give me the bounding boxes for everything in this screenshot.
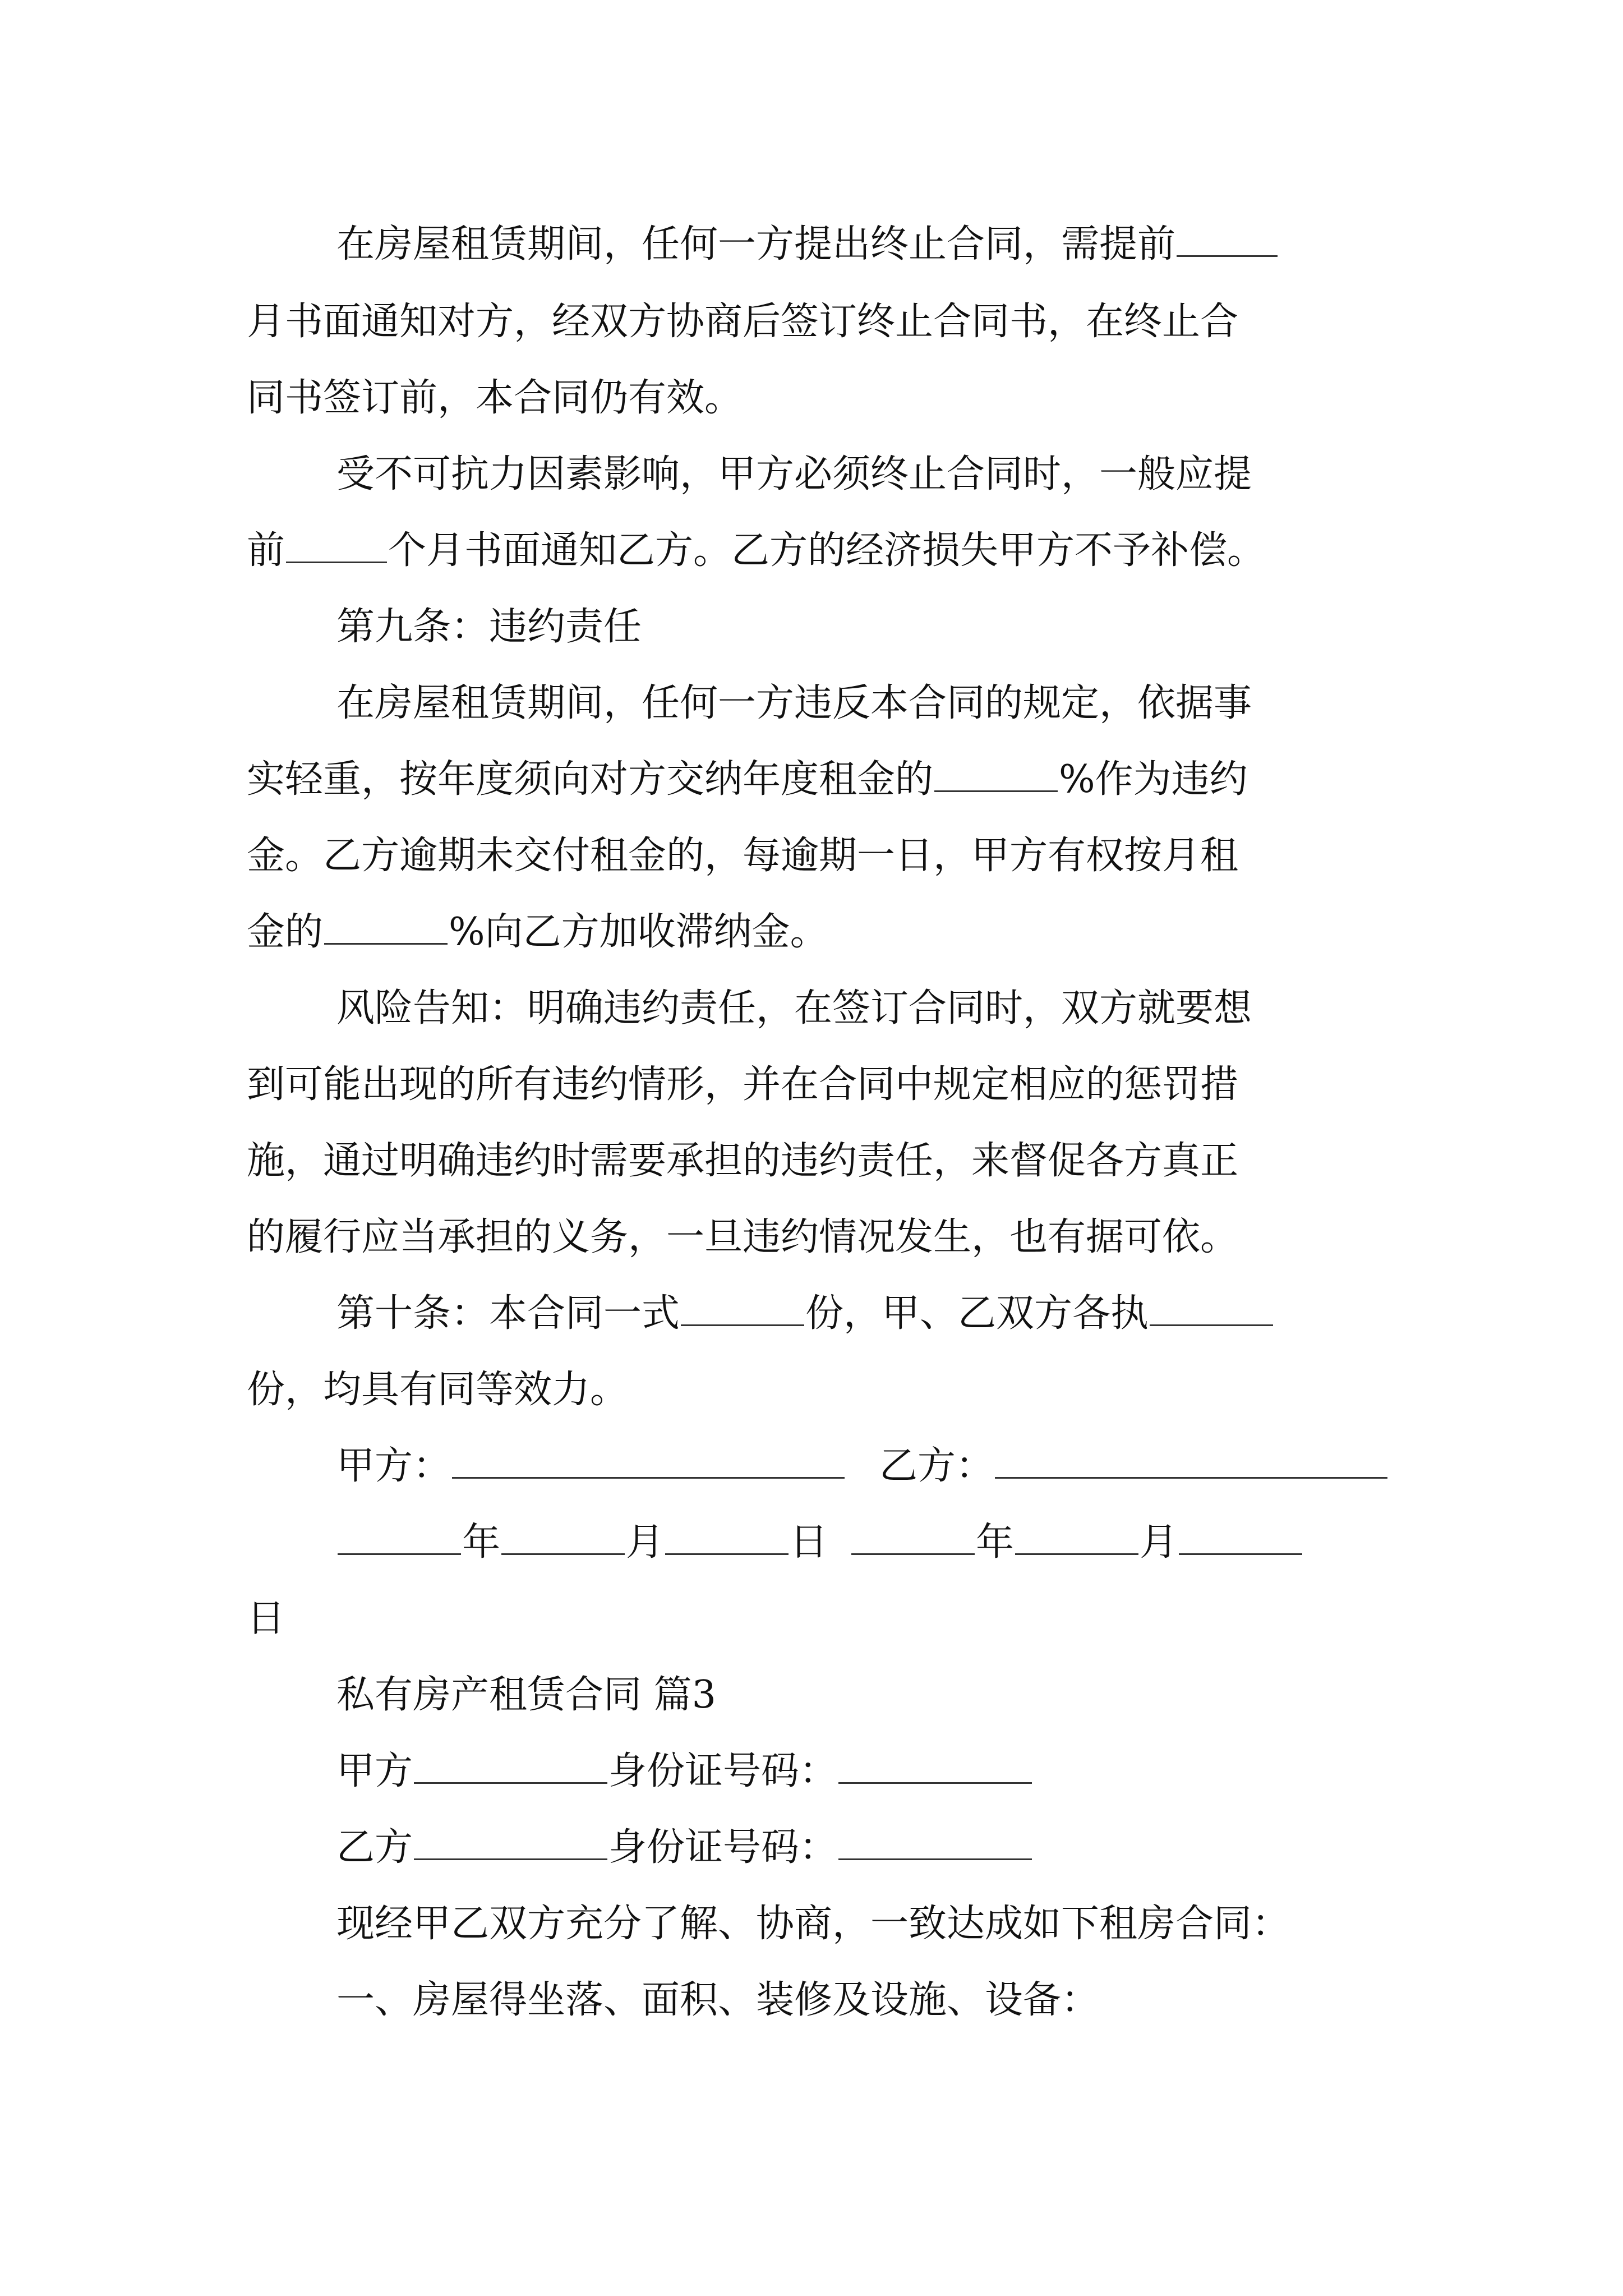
fill-blank (681, 1290, 804, 1326)
fill-blank (286, 527, 387, 563)
text-line: 份，均具有同等效力。 (247, 1368, 629, 1412)
party-a-id-blank (838, 1747, 1032, 1784)
document-title: 私有房产租赁合同 篇3 (336, 1673, 716, 1717)
text-line: 到可能出现的所有违约情形，并在合同中规定相应的惩罚措 (247, 1062, 1239, 1107)
text-line: 实轻重，按年度须向对方交纳年度租金的 %作为违约 (247, 752, 1248, 808)
party-a-name-blank (414, 1747, 607, 1784)
party-b-name-blank (414, 1824, 607, 1860)
day-blank (665, 1519, 789, 1555)
text-line: 受不可抗力因素影响，甲方必须终止合同时，一般应提 (336, 452, 1252, 496)
year-blank (851, 1519, 975, 1555)
fill-blank (1177, 220, 1278, 257)
text-line: 金的 %向乙方加收滞纳金。 (247, 904, 828, 960)
fill-blank (324, 908, 448, 945)
fill-blank (1150, 1290, 1273, 1326)
text-line: 同书签订前，本合同仍有效。 (247, 376, 743, 420)
party-a-line: 甲方 身份证号码： (336, 1743, 1033, 1800)
fill-blank (934, 756, 1058, 792)
party-b-id-blank (838, 1824, 1032, 1860)
text-line: 施，通过明确违约时需要承担的违约责任，来督促各方真正 (247, 1139, 1239, 1183)
signature-line: 甲方： 乙方： (336, 1438, 1389, 1494)
month-blank (501, 1519, 625, 1555)
party-b-signature-blank (995, 1442, 1387, 1479)
section-heading: 一、房屋得坐落、面积、装修及设施、设备： (336, 1978, 1100, 2022)
party-b-line: 乙方 身份证号码： (336, 1820, 1033, 1876)
day-blank (1179, 1519, 1302, 1555)
text-line: 的履行应当承担的义务，一旦违约情况发生，也有据可依。 (247, 1215, 1239, 1259)
text-line: 在房屋租赁期间，任何一方违反本合同的规定，依据事 (336, 681, 1252, 725)
year-blank (338, 1519, 461, 1555)
text-line: 现经甲乙双方充分了解、协商，一致达成如下租房合同： (336, 1902, 1290, 1946)
text-line: 风险告知：明确违约责任，在签订合同时，双方就要想 (336, 986, 1252, 1030)
text-line: 在房屋租赁期间，任何一方提出终止合同，需提前 (336, 217, 1279, 273)
party-a-signature-blank (452, 1442, 845, 1479)
date-line: 年 月 日 年 月 (336, 1515, 1303, 1571)
text-line: 第十条：本合同一式 份，甲、乙双方各执 (336, 1286, 1274, 1342)
section-heading: 第九条：违约责任 (336, 605, 642, 649)
text-line: 日 (247, 1596, 285, 1641)
month-blank (1015, 1519, 1138, 1555)
text-line: 月书面通知对方，经双方协商后签订终止合同书，在终止合 (247, 300, 1239, 344)
text-line: 金。乙方逾期未交付租金的，每逾期一日，甲方有权按月租 (247, 834, 1239, 878)
text-line: 前 个月书面通知乙方。乙方的经济损失甲方不予补偿。 (247, 523, 1265, 579)
